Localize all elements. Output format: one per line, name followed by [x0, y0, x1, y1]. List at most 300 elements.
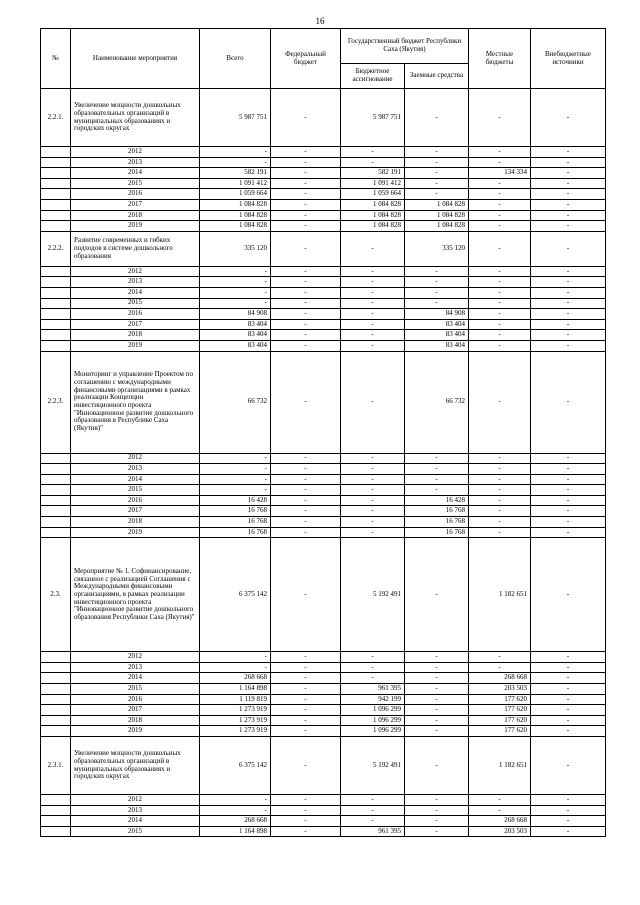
- cell-extra: -: [531, 816, 606, 827]
- cell-num: [41, 189, 71, 200]
- cell-name: 2012: [71, 795, 200, 806]
- cell-name: Развитие современных и гибких подходов в системе дошкольного образования: [71, 231, 200, 266]
- cell-state-budget: 961 395: [341, 684, 405, 695]
- table-row-year: [41, 147, 606, 158]
- cell-name: 2015: [71, 826, 200, 837]
- table-row-year: [41, 266, 606, 277]
- cell-num: [41, 805, 71, 816]
- cell-local: -: [469, 652, 531, 663]
- cell-num: [41, 453, 71, 464]
- table-row-year: [41, 652, 606, 663]
- table-row-year: [41, 330, 606, 341]
- cell-federal: -: [271, 715, 341, 726]
- cell-local: -: [469, 517, 531, 528]
- table-row-year: [41, 826, 606, 837]
- header-total: Всего: [200, 29, 271, 89]
- cell-num: [41, 157, 71, 168]
- cell-extra: -: [531, 178, 606, 189]
- cell-state-budget: -: [341, 474, 405, 485]
- cell-name: 2015: [71, 178, 200, 189]
- cell-federal: -: [271, 89, 341, 147]
- cell-state-budget: -: [341, 464, 405, 475]
- cell-name: 2013: [71, 157, 200, 168]
- cell-local: -: [469, 527, 531, 538]
- cell-name: 2013: [71, 662, 200, 673]
- cell-local: -: [469, 495, 531, 506]
- cell-name: 2014: [71, 474, 200, 485]
- cell-num: [41, 221, 71, 232]
- table-row-year: [41, 816, 606, 827]
- cell-num: [41, 178, 71, 189]
- cell-federal: -: [271, 199, 341, 210]
- cell-state-borrowed: 16 428: [405, 495, 469, 506]
- cell-state-budget: -: [341, 485, 405, 496]
- cell-state-budget: -: [341, 157, 405, 168]
- cell-extra: -: [531, 517, 606, 528]
- cell-state-borrowed: -: [405, 287, 469, 298]
- cell-state-borrowed: 1 084 828: [405, 199, 469, 210]
- cell-num: [41, 287, 71, 298]
- cell-federal: -: [271, 652, 341, 663]
- table-row-item: [41, 89, 606, 147]
- cell-state-budget: -: [341, 652, 405, 663]
- cell-local: 203 503: [469, 826, 531, 837]
- cell-num: [41, 319, 71, 330]
- table-row-item: [41, 538, 606, 652]
- cell-total: -: [200, 474, 271, 485]
- cell-federal: -: [271, 495, 341, 506]
- cell-extra: -: [531, 527, 606, 538]
- table-row-year: [41, 715, 606, 726]
- cell-local: -: [469, 464, 531, 475]
- table-row-item: [41, 737, 606, 795]
- header-num: №: [41, 29, 71, 89]
- table-row-year: [41, 506, 606, 517]
- cell-state-budget: 1 096 299: [341, 715, 405, 726]
- cell-federal: -: [271, 330, 341, 341]
- table-row-year: [41, 726, 606, 737]
- cell-num: [41, 673, 71, 684]
- cell-state-borrowed: -: [405, 189, 469, 200]
- cell-federal: -: [271, 694, 341, 705]
- cell-state-borrowed: 66 732: [405, 351, 469, 453]
- cell-name: 2012: [71, 453, 200, 464]
- cell-local: -: [469, 277, 531, 288]
- cell-extra: -: [531, 684, 606, 695]
- cell-total: 1 084 828: [200, 210, 271, 221]
- header-federal: Федеральный бюджет: [271, 29, 341, 89]
- cell-extra: -: [531, 287, 606, 298]
- cell-state-borrowed: 84 908: [405, 309, 469, 320]
- cell-total: 1 119 819: [200, 694, 271, 705]
- cell-federal: -: [271, 737, 341, 795]
- cell-local: -: [469, 266, 531, 277]
- cell-state-budget: 1 096 299: [341, 705, 405, 716]
- cell-state-borrowed: 16 768: [405, 527, 469, 538]
- cell-state-borrowed: -: [405, 168, 469, 179]
- cell-extra: -: [531, 340, 606, 351]
- cell-state-budget: 5 192 491: [341, 538, 405, 652]
- cell-total: -: [200, 157, 271, 168]
- cell-federal: -: [271, 266, 341, 277]
- cell-num: [41, 662, 71, 673]
- cell-federal: -: [271, 816, 341, 827]
- cell-state-borrowed: -: [405, 157, 469, 168]
- cell-total: -: [200, 485, 271, 496]
- cell-local: 268 668: [469, 673, 531, 684]
- cell-state-budget: -: [341, 673, 405, 684]
- cell-name: 2013: [71, 277, 200, 288]
- cell-local: -: [469, 485, 531, 496]
- cell-extra: -: [531, 495, 606, 506]
- cell-extra: -: [531, 266, 606, 277]
- cell-state-budget: -: [341, 527, 405, 538]
- cell-total: 6 375 142: [200, 538, 271, 652]
- cell-name: 2014: [71, 816, 200, 827]
- cell-num: [41, 795, 71, 806]
- cell-state-borrowed: -: [405, 89, 469, 147]
- cell-state-borrowed: -: [405, 726, 469, 737]
- cell-extra: -: [531, 662, 606, 673]
- cell-total: 1 273 919: [200, 705, 271, 716]
- cell-local: -: [469, 330, 531, 341]
- cell-total: -: [200, 652, 271, 663]
- cell-state-borrowed: 16 768: [405, 506, 469, 517]
- cell-total: 83 404: [200, 319, 271, 330]
- cell-extra: -: [531, 805, 606, 816]
- cell-total: 1 273 919: [200, 715, 271, 726]
- cell-local: -: [469, 474, 531, 485]
- cell-state-borrowed: -: [405, 147, 469, 158]
- cell-name: 2017: [71, 705, 200, 716]
- cell-total: 1 091 412: [200, 178, 271, 189]
- cell-state-borrowed: 16 768: [405, 517, 469, 528]
- cell-local: -: [469, 340, 531, 351]
- cell-state-borrowed: 335 120: [405, 231, 469, 266]
- cell-name: 2019: [71, 726, 200, 737]
- cell-num: [41, 464, 71, 475]
- cell-num: [41, 506, 71, 517]
- cell-num: [41, 210, 71, 221]
- cell-extra: -: [531, 221, 606, 232]
- cell-local: 1 182 651: [469, 538, 531, 652]
- cell-state-budget: -: [341, 495, 405, 506]
- cell-state-budget: -: [341, 662, 405, 673]
- cell-total: 16 768: [200, 517, 271, 528]
- cell-total: 83 404: [200, 330, 271, 341]
- cell-extra: -: [531, 464, 606, 475]
- cell-num: 2.2.1.: [41, 89, 71, 147]
- cell-extra: -: [531, 231, 606, 266]
- table-row-year: [41, 157, 606, 168]
- header-local: Местные бюджеты: [469, 29, 531, 89]
- cell-federal: -: [271, 340, 341, 351]
- table-row-year: [41, 298, 606, 309]
- cell-total: 1 084 828: [200, 199, 271, 210]
- table-row-year: [41, 673, 606, 684]
- page-number: 16: [315, 16, 325, 26]
- cell-extra: -: [531, 726, 606, 737]
- cell-name: 2019: [71, 527, 200, 538]
- cell-state-borrowed: -: [405, 298, 469, 309]
- cell-extra: -: [531, 795, 606, 806]
- cell-federal: -: [271, 453, 341, 464]
- cell-state-borrowed: -: [405, 805, 469, 816]
- cell-federal: -: [271, 464, 341, 475]
- table-row-year: [41, 319, 606, 330]
- cell-local: 177 620: [469, 726, 531, 737]
- cell-num: [41, 726, 71, 737]
- cell-num: [41, 527, 71, 538]
- cell-name: 2016: [71, 189, 200, 200]
- cell-federal: -: [271, 178, 341, 189]
- cell-extra: -: [531, 319, 606, 330]
- cell-num: [41, 715, 71, 726]
- cell-federal: -: [271, 309, 341, 320]
- cell-name: 2015: [71, 485, 200, 496]
- cell-federal: -: [271, 662, 341, 673]
- cell-state-budget: -: [341, 231, 405, 266]
- cell-num: [41, 816, 71, 827]
- cell-local: -: [469, 231, 531, 266]
- cell-federal: -: [271, 157, 341, 168]
- cell-local: 1 182 651: [469, 737, 531, 795]
- cell-name: 2016: [71, 495, 200, 506]
- cell-state-borrowed: 83 404: [405, 319, 469, 330]
- cell-extra: -: [531, 652, 606, 663]
- cell-num: [41, 309, 71, 320]
- table-row-year: [41, 805, 606, 816]
- table-row-year: [41, 189, 606, 200]
- cell-num: 2.2.3.: [41, 351, 71, 453]
- cell-federal: -: [271, 705, 341, 716]
- cell-state-borrowed: -: [405, 816, 469, 827]
- cell-total: 5 987 751: [200, 89, 271, 147]
- table-row-year: [41, 178, 606, 189]
- cell-total: 1 084 828: [200, 221, 271, 232]
- header-state: Государственный бюджет Республики Саха (Якутия): [341, 29, 469, 64]
- cell-state-budget: 5 987 751: [341, 89, 405, 147]
- cell-total: 1 273 919: [200, 726, 271, 737]
- cell-num: 2.3.: [41, 538, 71, 652]
- cell-federal: -: [271, 351, 341, 453]
- cell-state-budget: -: [341, 287, 405, 298]
- cell-extra: -: [531, 157, 606, 168]
- cell-local: -: [469, 506, 531, 517]
- cell-name: Увеличение мощности дошкольных образовательных организаций в муниципальных образованиях и городских округах: [71, 737, 200, 795]
- cell-num: [41, 330, 71, 341]
- cell-local: -: [469, 453, 531, 464]
- cell-federal: -: [271, 189, 341, 200]
- cell-local: -: [469, 157, 531, 168]
- cell-state-borrowed: -: [405, 266, 469, 277]
- table-row-year: [41, 464, 606, 475]
- cell-num: [41, 277, 71, 288]
- cell-state-budget: 961 395: [341, 826, 405, 837]
- cell-state-borrowed: -: [405, 652, 469, 663]
- table-header: [41, 29, 606, 89]
- cell-name: Увеличение мощности дошкольных образовательных организаций в муниципальных образованиях и городских округах: [71, 89, 200, 147]
- cell-extra: -: [531, 506, 606, 517]
- cell-extra: -: [531, 474, 606, 485]
- cell-extra: -: [531, 737, 606, 795]
- cell-state-borrowed: 1 084 828: [405, 221, 469, 232]
- cell-federal: -: [271, 210, 341, 221]
- cell-extra: -: [531, 715, 606, 726]
- header-name: Наименование мероприятия: [71, 29, 200, 89]
- cell-name: 2018: [71, 715, 200, 726]
- cell-local: -: [469, 221, 531, 232]
- cell-total: 6 375 142: [200, 737, 271, 795]
- cell-name: 2018: [71, 517, 200, 528]
- cell-extra: -: [531, 277, 606, 288]
- table-row-year: [41, 662, 606, 673]
- cell-extra: -: [531, 485, 606, 496]
- cell-extra: -: [531, 298, 606, 309]
- header-extra: Внебюджетные источники: [531, 29, 606, 89]
- table-row-year: [41, 210, 606, 221]
- cell-extra: -: [531, 210, 606, 221]
- cell-total: -: [200, 287, 271, 298]
- cell-name: 2014: [71, 168, 200, 179]
- cell-federal: -: [271, 726, 341, 737]
- cell-local: -: [469, 298, 531, 309]
- cell-local: 177 620: [469, 694, 531, 705]
- cell-total: 16 768: [200, 527, 271, 538]
- table-row-year: [41, 795, 606, 806]
- cell-federal: -: [271, 147, 341, 158]
- cell-state-budget: -: [341, 319, 405, 330]
- cell-extra: -: [531, 309, 606, 320]
- cell-extra: -: [531, 89, 606, 147]
- cell-state-budget: -: [341, 453, 405, 464]
- table-row-year: [41, 705, 606, 716]
- cell-num: [41, 495, 71, 506]
- cell-extra: -: [531, 147, 606, 158]
- cell-state-borrowed: -: [405, 684, 469, 695]
- cell-federal: -: [271, 506, 341, 517]
- cell-state-budget: -: [341, 277, 405, 288]
- cell-local: -: [469, 89, 531, 147]
- cell-extra: -: [531, 453, 606, 464]
- cell-state-borrowed: -: [405, 277, 469, 288]
- cell-name: 2019: [71, 221, 200, 232]
- cell-state-borrowed: 1 084 828: [405, 210, 469, 221]
- cell-extra: -: [531, 538, 606, 652]
- cell-state-budget: -: [341, 795, 405, 806]
- cell-total: -: [200, 795, 271, 806]
- cell-num: [41, 694, 71, 705]
- cell-local: 203 503: [469, 684, 531, 695]
- cell-name: 2018: [71, 330, 200, 341]
- cell-extra: -: [531, 330, 606, 341]
- cell-state-borrowed: 83 404: [405, 330, 469, 341]
- cell-state-budget: -: [341, 147, 405, 158]
- table-row-year: [41, 309, 606, 320]
- table-row-item: [41, 231, 606, 266]
- cell-name: 2014: [71, 673, 200, 684]
- table-row-year: [41, 221, 606, 232]
- table-body: [41, 89, 606, 837]
- cell-federal: -: [271, 474, 341, 485]
- cell-federal: -: [271, 517, 341, 528]
- cell-name: Мероприятие № 1. Софинансирование, связанное с реализацией Соглашения с Международными финансовыми организациями, в рамках реализации инвестиционного проекта "Инновационное развитие дошкольного образования Республики Саха (Якутия)": [71, 538, 200, 652]
- cell-name: 2019: [71, 340, 200, 351]
- cell-local: -: [469, 351, 531, 453]
- cell-num: [41, 168, 71, 179]
- cell-local: 177 620: [469, 715, 531, 726]
- cell-total: -: [200, 277, 271, 288]
- cell-state-borrowed: -: [405, 178, 469, 189]
- cell-name: 2012: [71, 147, 200, 158]
- cell-extra: -: [531, 189, 606, 200]
- cell-state-borrowed: -: [405, 485, 469, 496]
- table-row-year: [41, 277, 606, 288]
- table-row-item: [41, 351, 606, 453]
- cell-extra: -: [531, 705, 606, 716]
- cell-state-borrowed: -: [405, 795, 469, 806]
- cell-total: -: [200, 298, 271, 309]
- cell-state-budget: -: [341, 506, 405, 517]
- cell-state-budget: -: [341, 805, 405, 816]
- cell-local: -: [469, 662, 531, 673]
- cell-num: [41, 147, 71, 158]
- cell-state-borrowed: -: [405, 673, 469, 684]
- cell-num: [41, 826, 71, 837]
- cell-extra: -: [531, 826, 606, 837]
- cell-total: -: [200, 805, 271, 816]
- cell-local: -: [469, 287, 531, 298]
- cell-local: -: [469, 147, 531, 158]
- cell-state-borrowed: -: [405, 694, 469, 705]
- cell-total: 1 164 898: [200, 826, 271, 837]
- cell-state-budget: -: [341, 351, 405, 453]
- cell-state-budget: -: [341, 517, 405, 528]
- cell-num: [41, 705, 71, 716]
- cell-state-budget: -: [341, 309, 405, 320]
- cell-local: -: [469, 189, 531, 200]
- cell-state-borrowed: -: [405, 453, 469, 464]
- cell-federal: -: [271, 168, 341, 179]
- table-row-year: [41, 485, 606, 496]
- cell-local: -: [469, 199, 531, 210]
- cell-total: 16 768: [200, 506, 271, 517]
- cell-num: [41, 474, 71, 485]
- cell-extra: -: [531, 168, 606, 179]
- cell-total: -: [200, 147, 271, 158]
- cell-state-borrowed: -: [405, 705, 469, 716]
- cell-federal: -: [271, 485, 341, 496]
- cell-total: -: [200, 464, 271, 475]
- cell-state-budget: 5 192 491: [341, 737, 405, 795]
- cell-num: [41, 266, 71, 277]
- cell-state-borrowed: 83 404: [405, 340, 469, 351]
- cell-state-borrowed: -: [405, 662, 469, 673]
- cell-name: 2013: [71, 464, 200, 475]
- cell-local: -: [469, 795, 531, 806]
- cell-num: [41, 517, 71, 528]
- cell-name: Мониторинг и управление Проектом по соглашению с международными финансовыми организациями в рамках реализации Концепции инвестиционного проекта "Инновационное развитие дошкольного образования в Республике Саха (Якутия)": [71, 351, 200, 453]
- cell-federal: -: [271, 277, 341, 288]
- cell-name: 2014: [71, 287, 200, 298]
- cell-state-budget: -: [341, 266, 405, 277]
- header-state-budget: Бюджетное ассигнование: [341, 64, 405, 89]
- cell-state-budget: 1 091 412: [341, 178, 405, 189]
- cell-name: 2016: [71, 309, 200, 320]
- cell-federal: -: [271, 527, 341, 538]
- cell-federal: -: [271, 538, 341, 652]
- cell-extra: -: [531, 673, 606, 684]
